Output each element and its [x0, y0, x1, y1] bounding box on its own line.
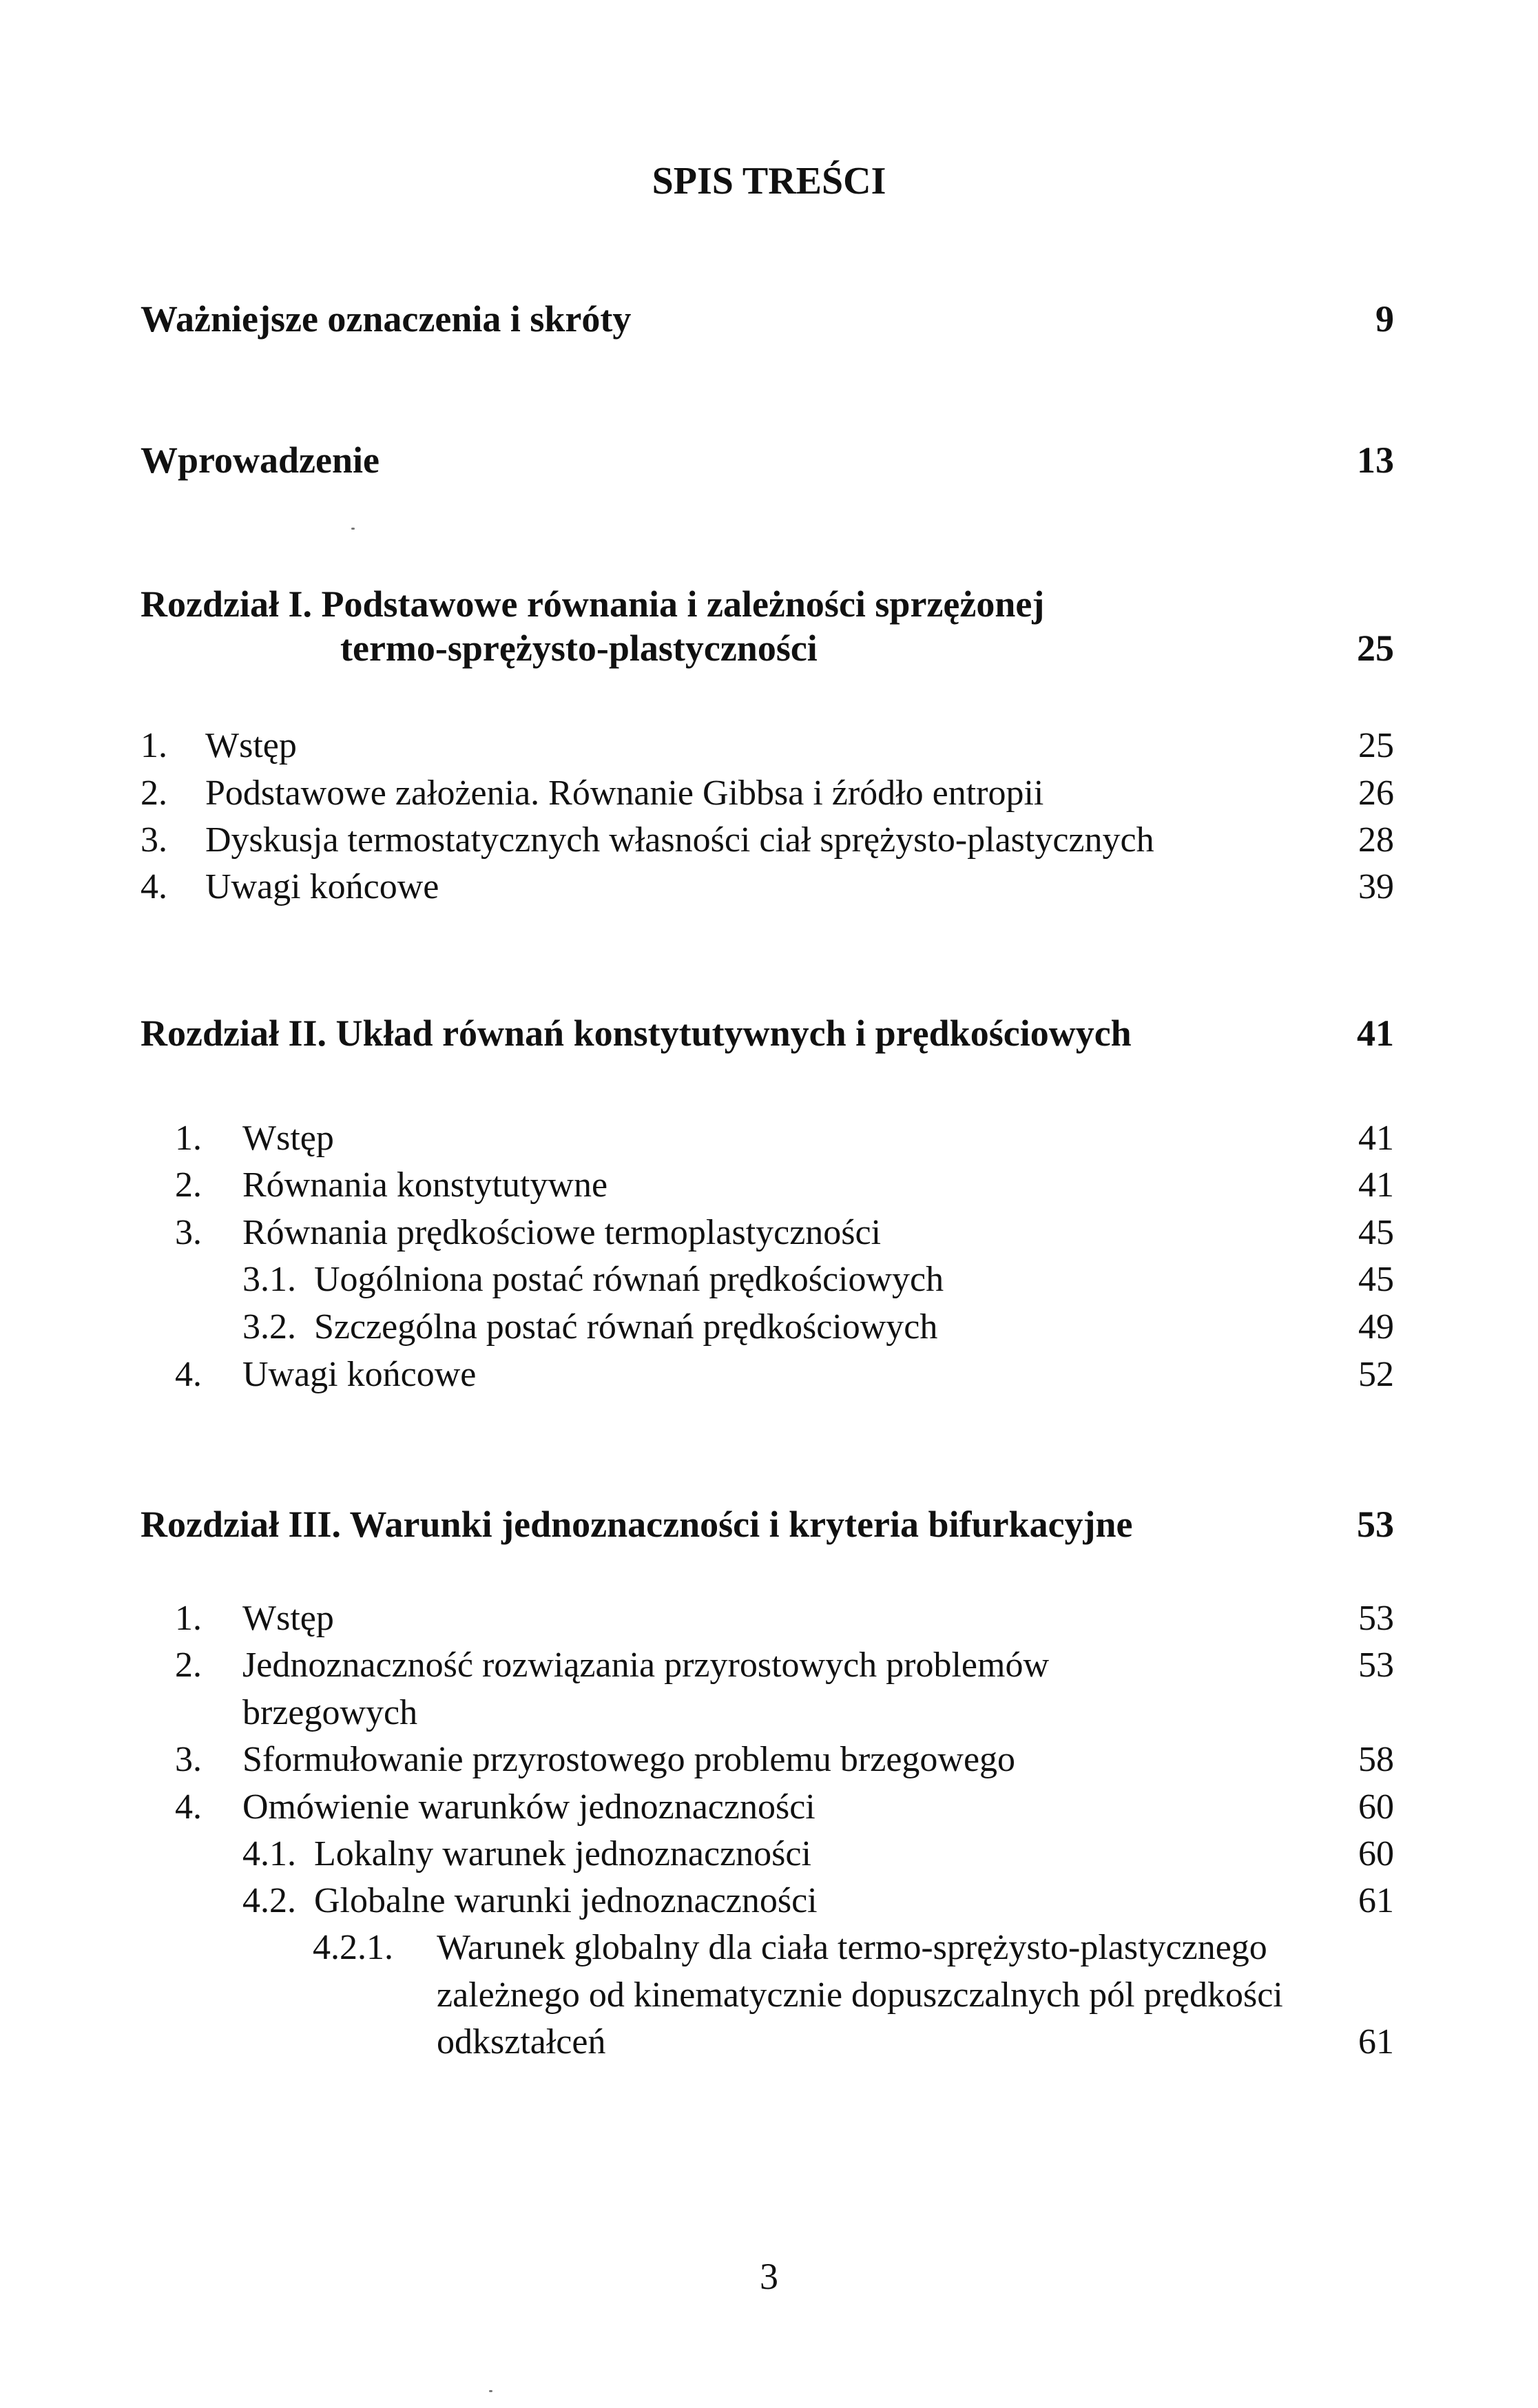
toc-entry-continuation[interactable]: [141, 2018, 1394, 2066]
chapter-1-heading-cont[interactable]: [141, 624, 1394, 672]
toc-entry[interactable]: [141, 863, 1394, 911]
section-number: 4.: [141, 867, 167, 906]
subsubsection-page: 61: [1358, 2022, 1394, 2062]
section-page: 60: [1358, 1787, 1394, 1827]
toc-entry[interactable]: [141, 1736, 1394, 1784]
toc-subentry[interactable]: [141, 1830, 1394, 1878]
section-label: Uwagi końcowe: [205, 867, 439, 906]
section-page: 26: [1358, 774, 1394, 813]
section-label: Jednoznaczność rozwiązania przyrostowych problemów: [242, 1646, 1049, 1685]
chapter-heading: Rozdział II. Układ równań konstytutywnych i prędkościowych: [141, 1013, 1132, 1054]
section-label: Wstęp: [205, 726, 297, 765]
toc-entry-page: 13: [1357, 439, 1394, 481]
section-number: 3.: [175, 1740, 202, 1779]
section-page: 39: [1358, 867, 1394, 906]
toc-entry[interactable]: [141, 722, 1394, 770]
section-number: 2.: [175, 1646, 202, 1685]
toc-entry-notation[interactable]: [141, 295, 1394, 343]
section-label-continuation: brzegowych: [242, 1693, 418, 1732]
section-number: 1.: [175, 1119, 202, 1158]
chapter-page: 25: [1357, 627, 1394, 669]
section-label: Uwagi końcowe: [242, 1355, 477, 1394]
section-page: 28: [1358, 820, 1394, 860]
chapter-heading-line2: termo-sprężysto-plastyczności: [340, 627, 818, 669]
toc-entry-continuation: [141, 1689, 1394, 1737]
section-number: 2.: [175, 1165, 202, 1205]
chapter-1-heading[interactable]: [141, 580, 1394, 628]
toc-entry-label: Ważniejsze oznaczenia i skróty: [141, 298, 632, 340]
section-page: 53: [1358, 1599, 1394, 1638]
section-label: Wstęp: [242, 1119, 334, 1158]
section-number: 3.: [141, 820, 167, 860]
scan-speck: [351, 528, 355, 530]
toc-entry-page: 9: [1375, 298, 1394, 340]
toc-entry[interactable]: [141, 816, 1394, 864]
subsection-label: Globalne warunki jednoznaczności: [314, 1881, 818, 1920]
section-number: 1.: [141, 726, 167, 765]
toc-entry[interactable]: [141, 769, 1394, 818]
chapter-heading-line1: Rozdział I. Podstawowe równania i zależności sprzężonej: [141, 583, 1045, 625]
section-number: 4.: [175, 1355, 202, 1394]
section-page: 52: [1358, 1355, 1394, 1394]
toc-entry[interactable]: [141, 1595, 1394, 1643]
toc-entry[interactable]: [141, 1783, 1394, 1831]
subsection-label: Lokalny warunek jednoznaczności: [314, 1834, 811, 1874]
toc-entry[interactable]: [141, 1161, 1394, 1210]
toc-subentry[interactable]: [141, 1303, 1394, 1351]
toc-entry-continuation: [141, 1971, 1394, 2020]
chapter-2-heading[interactable]: [141, 1009, 1394, 1057]
section-number: 3.: [175, 1213, 202, 1252]
subsection-label: Szczególna postać równań prędkościowych: [314, 1307, 938, 1347]
toc-subentry[interactable]: [141, 1256, 1394, 1304]
subsubsection-label-continuation: odkształceń: [437, 2022, 606, 2062]
chapter-page: 53: [1357, 1504, 1394, 1545]
subsection-label: Uogólniona postać równań prędkościowych: [314, 1260, 944, 1299]
section-page: 41: [1358, 1119, 1394, 1158]
section-label: Dyskusja termostatycznych własności ciał sprężysto-plastycznych: [205, 820, 1154, 860]
subsection-page: 60: [1358, 1834, 1394, 1874]
page-title: SPIS TREŚCI: [652, 160, 886, 203]
toc-entry[interactable]: [141, 1114, 1394, 1163]
section-number: 2.: [141, 774, 167, 813]
section-page: 58: [1358, 1740, 1394, 1779]
section-page: 41: [1358, 1165, 1394, 1205]
section-label: Równania prędkościowe termoplastyczności: [242, 1213, 882, 1252]
chapter-page: 41: [1357, 1013, 1394, 1054]
section-label: Sformułowanie przyrostowego problemu brzegowego: [242, 1740, 1016, 1779]
page-number: 3: [760, 2256, 778, 2297]
toc-subentry[interactable]: [141, 1877, 1394, 1925]
section-number: 1.: [175, 1599, 202, 1638]
subsubsection-label-continuation: zależnego od kinematycznie dopuszczalnych pól prędkości: [437, 1975, 1283, 2015]
chapter-heading: Rozdział III. Warunki jednoznaczności i kryteria bifurkacyjne: [141, 1504, 1133, 1545]
subsection-page: 61: [1358, 1881, 1394, 1920]
subsection-page: 49: [1358, 1307, 1394, 1347]
subsubsection-label: Warunek globalny dla ciała termo-sprężysto-plastycznego: [437, 1928, 1267, 1967]
section-number: 4.: [175, 1787, 202, 1827]
toc-entry-label: Wprowadzenie: [141, 439, 380, 481]
subsubsection-number: 4.2.1.: [313, 1928, 393, 1967]
section-label: Podstawowe założenia. Równanie Gibbsa i źródło entropii: [205, 774, 1044, 813]
section-page: 25: [1358, 726, 1394, 765]
subsection-number: 3.1.: [242, 1260, 296, 1299]
section-page: 53: [1358, 1646, 1394, 1685]
section-page: 45: [1358, 1213, 1394, 1252]
section-label: Równania konstytutywne: [242, 1165, 608, 1205]
toc-entry[interactable]: [141, 1641, 1394, 1690]
toc-subsubentry[interactable]: [141, 1924, 1394, 1972]
subsection-number: 4.1.: [242, 1834, 296, 1874]
toc-entry[interactable]: [141, 1351, 1394, 1399]
scan-speck: [489, 2390, 492, 2392]
subsection-number: 4.2.: [242, 1881, 296, 1920]
toc-entry-introduction[interactable]: [141, 436, 1394, 484]
section-label: Wstęp: [242, 1599, 334, 1638]
chapter-3-heading[interactable]: [141, 1500, 1394, 1548]
section-label: Omówienie warunków jednoznaczności: [242, 1787, 815, 1827]
subsection-number: 3.2.: [242, 1307, 296, 1347]
subsection-page: 45: [1358, 1260, 1394, 1299]
toc-entry[interactable]: [141, 1209, 1394, 1257]
